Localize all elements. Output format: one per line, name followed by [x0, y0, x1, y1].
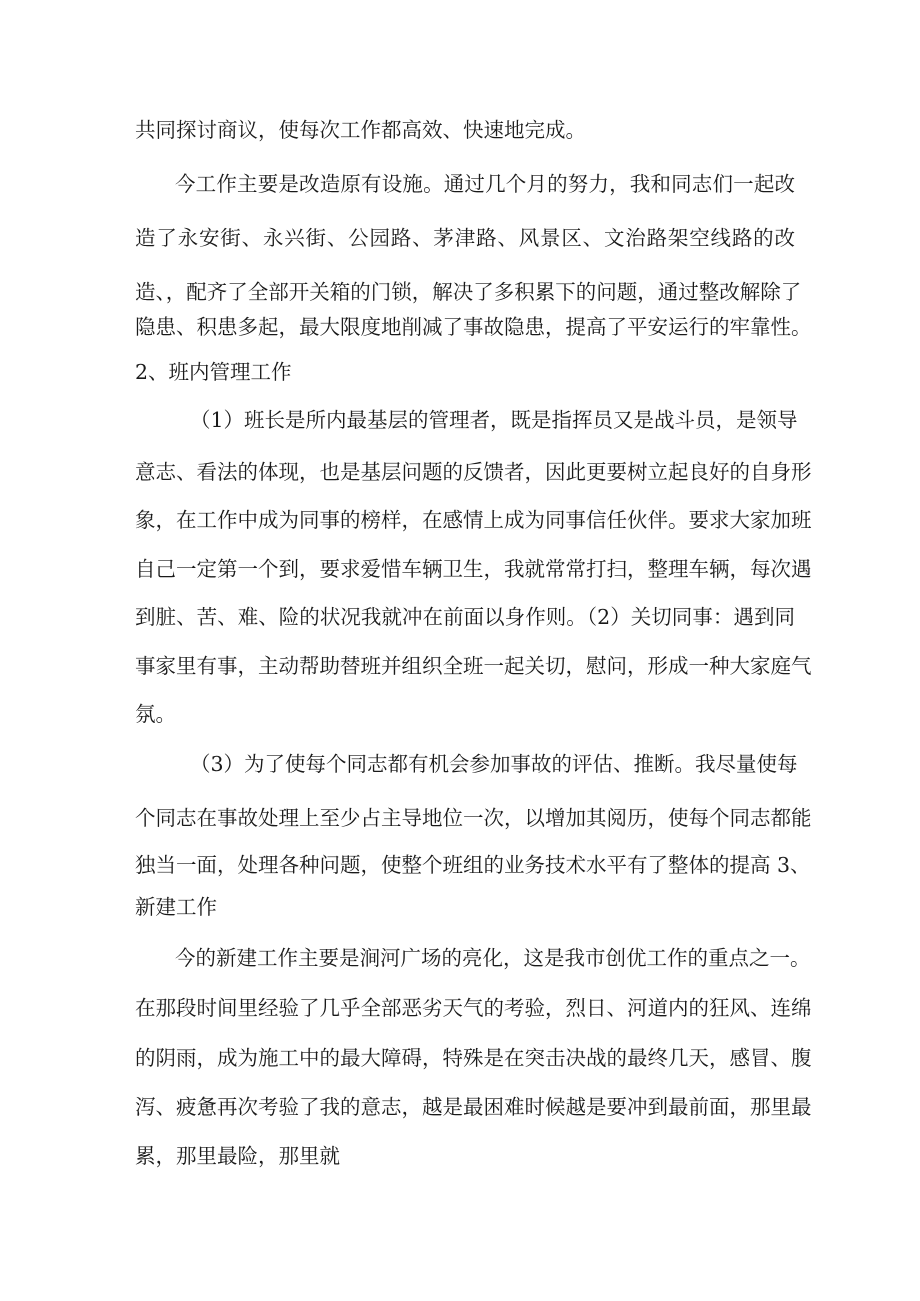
text-line-16: 独当一面，处理各种问题，使整个班组的业务技术水平有了整体的提高 3、: [135, 853, 811, 877]
text-line-7: （1）班长是所内最基层的管理者，既是指挥员又是战斗员，是领导: [190, 408, 798, 432]
text-line-4: 造、，配齐了全部开关箱的门锁，解决了多积累下的问题，通过整改解除了: [135, 280, 802, 304]
text-line-2: 今工作主要是改造原有设施。通过几个月的努力，我和同志们一起改: [175, 172, 795, 196]
text-line-19: 在那段时间里经验了几乎全部恶劣天气的考验，烈日、河道内的狂风、连绵: [135, 996, 812, 1020]
text-line-13: 氛。: [135, 702, 176, 726]
text-line-10: 自己一定第一个到，要求爱惜车辆卫生，我就常常打扫，整理车辆，每次遇: [135, 557, 812, 581]
text-line-14: （3）为了使每个同志都有机会参加事故的评估、推断。我尽量使每: [190, 752, 798, 776]
text-line-9: 象，在工作中成为同事的榜样，在感情上成为同事信任伙伴。要求大家加班: [135, 508, 812, 532]
text-line-22: 累，那里最险，那里就: [135, 1144, 340, 1168]
text-line-11: 到脏、苦、难、险的状况我就冲在前面以身作则。（2）关切同事：遇到同: [135, 605, 795, 629]
text-line-18: 今的新建工作主要是涧河广场的亮化，这是我市创优工作的重点之一。: [175, 946, 811, 970]
text-line-21: 泻、疲惫再次考验了我的意志，越是最困难时候越是要冲到最前面，那里最: [135, 1095, 812, 1119]
text-line-15: 个同志在事故处理上至少占主导地位一次，以增加其阅历，使每个同志都能: [135, 806, 812, 830]
text-line-1: 共同探讨商议，使每次工作都高效、快速地完成。: [135, 118, 586, 142]
section-heading-2: 2、班内管理工作: [135, 360, 292, 384]
text-line-5: 隐患、积患多起，最大限度地削减了事故隐患，提高了平安运行的牢靠性。: [135, 315, 812, 339]
text-line-20: 的阴雨，成为施工中的最大障碍，特殊是在突击决战的最终几天，感冒、腹: [135, 1046, 812, 1070]
text-line-12: 事家里有事，主动帮助替班并组织全班一起关切，慰问，形成一种大家庭气: [135, 654, 812, 678]
section-heading-3: 新建工作: [135, 895, 217, 919]
text-line-3: 造了永安街、永兴街、公园路、茅津路、风景区、文治路架空线路的改: [135, 226, 795, 250]
text-line-8: 意志、看法的体现，也是基层问题的反馈者，因此更要树立起良好的自身形: [135, 460, 812, 484]
